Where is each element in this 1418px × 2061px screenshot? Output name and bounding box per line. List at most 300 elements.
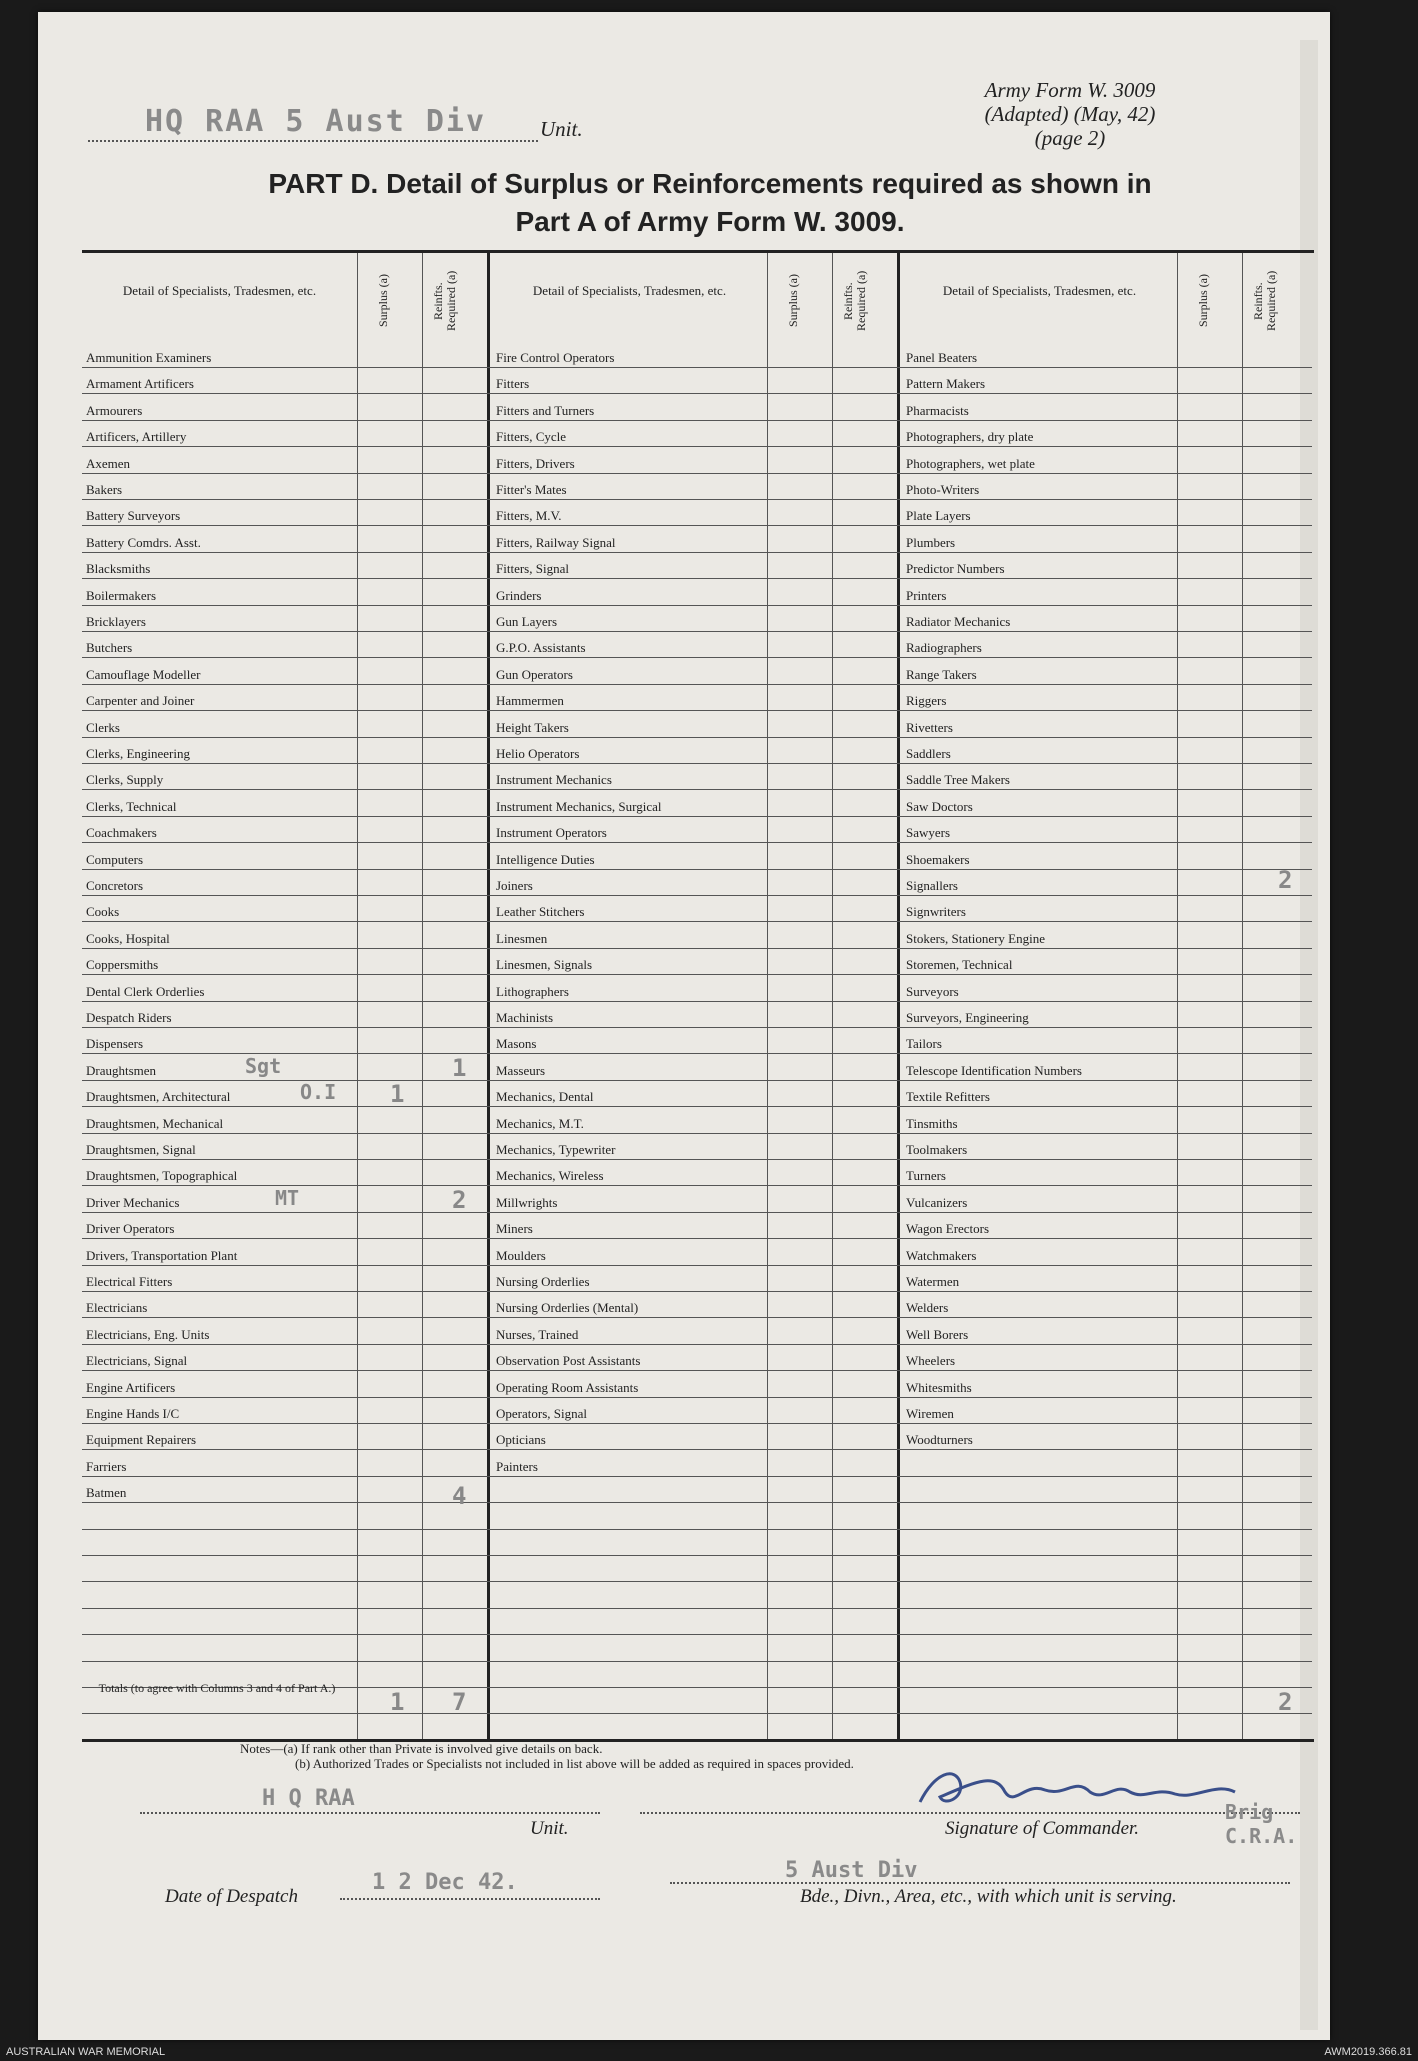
row-label: Fitters, Drivers <box>496 455 575 471</box>
row-label: Saw Doctors <box>906 798 973 814</box>
table-row <box>82 975 357 1002</box>
row-label: Grinders <box>496 587 542 603</box>
table-row <box>492 684 767 711</box>
total-surplus: 1 <box>390 1688 405 1716</box>
table-row <box>82 526 357 553</box>
table-row <box>492 658 767 685</box>
table-row <box>902 895 1177 922</box>
table-row <box>492 1212 767 1239</box>
formation-label: Bde., Divn., Area, etc., with which unit is serving. <box>800 1886 1177 1907</box>
table-row <box>902 1503 1177 1530</box>
table-row <box>82 1159 357 1186</box>
table-row <box>82 631 357 658</box>
table-row <box>82 605 357 632</box>
table-row <box>82 895 357 922</box>
row-label: Radiator Mechanics <box>906 614 1011 629</box>
table-row <box>902 394 1177 421</box>
signature-line <box>640 1812 1300 1814</box>
form-ref-line-3: (page 2) <box>1034 126 1106 150</box>
table-row <box>82 1291 357 1318</box>
row-label: Electricians, Eng. Units <box>86 1326 210 1342</box>
table-row <box>492 869 767 896</box>
driver-mechanics-note: MT <box>275 1186 300 1210</box>
table-row <box>492 1529 767 1556</box>
driver-mechanics-reinf: 2 <box>452 1186 467 1214</box>
table-row <box>902 1027 1177 1054</box>
col2-reinf-header: Reinfts. Required (a) <box>841 270 868 332</box>
table-row <box>82 499 357 526</box>
formation-line <box>670 1882 1290 1884</box>
table-row <box>902 1212 1177 1239</box>
table-row <box>902 684 1177 711</box>
table-row <box>82 684 357 711</box>
table-row <box>492 1476 767 1503</box>
table-row <box>902 341 1177 368</box>
formation-value: 5 Aust Div <box>785 1858 918 1883</box>
specialists-table <box>82 250 1314 1742</box>
row-label: Predictor Numbers <box>906 561 1005 577</box>
row-label: Axemen <box>86 455 131 471</box>
form-ref-line-2: (Adapted) (May, 42) <box>984 102 1156 126</box>
row-label: Clerks, Technical <box>86 798 177 814</box>
table-row <box>902 1608 1177 1635</box>
table-row <box>492 394 767 421</box>
table-row <box>492 1291 767 1318</box>
table-row <box>82 1397 357 1424</box>
row-label: Millwrights <box>496 1194 558 1210</box>
table-row <box>492 1635 767 1662</box>
table-row <box>82 1001 357 1028</box>
table-row <box>82 341 357 368</box>
col-divider <box>487 253 490 1739</box>
table-row <box>902 1582 1177 1609</box>
table-row <box>492 1582 767 1609</box>
table-row <box>82 1133 357 1160</box>
row-label: Height Takers <box>496 719 569 735</box>
row-label: Mechanics, M.T. <box>496 1115 584 1131</box>
signallers-reinf: 2 <box>1278 866 1293 894</box>
row-label: Watermen <box>906 1274 960 1289</box>
table-row <box>82 1582 357 1609</box>
row-label: Observation Post Assistants <box>496 1353 641 1369</box>
draughtsmen-note: Sgt <box>245 1054 282 1078</box>
table-row <box>82 579 357 606</box>
row-label: Tailors <box>906 1036 942 1052</box>
table-row <box>492 1159 767 1186</box>
row-label: Boilermakers <box>86 587 157 603</box>
row-label: Instrument Operators <box>496 825 607 841</box>
table-row <box>902 1291 1177 1318</box>
row-label: Tinsmiths <box>906 1115 958 1131</box>
row-label: Wheelers <box>906 1353 956 1369</box>
row-label: Fitters <box>496 376 530 392</box>
row-label: Butchers <box>86 640 133 656</box>
table-row <box>82 1107 357 1134</box>
date-value: 1 2 Dec 42. <box>372 1870 518 1895</box>
table-row <box>492 1661 767 1688</box>
table-row <box>902 1687 1177 1714</box>
table-row <box>902 790 1177 817</box>
table-row <box>492 790 767 817</box>
table-row <box>82 1027 357 1054</box>
table-row <box>492 1318 767 1345</box>
signature-label: Signature of Commander. <box>945 1818 1140 1839</box>
table-row <box>902 869 1177 896</box>
table-row <box>492 1001 767 1028</box>
table-row <box>492 1503 767 1530</box>
row-label: Draughtsmen, Architectural <box>86 1089 231 1105</box>
batmen-reinf: 4 <box>452 1482 467 1510</box>
row-label: Hammermen <box>496 693 564 709</box>
row-label: Engine Hands I/C <box>86 1406 180 1421</box>
row-label: Lithographers <box>496 983 569 999</box>
table-row <box>82 1054 357 1081</box>
table-row <box>902 473 1177 500</box>
row-label: Bricklayers <box>86 614 146 629</box>
table-row <box>492 1450 767 1477</box>
row-label: Panel Beaters <box>906 350 978 365</box>
row-label: Watchmakers <box>906 1247 977 1263</box>
table-row <box>82 1186 357 1213</box>
unit-dotted-line <box>88 140 538 142</box>
table-row <box>902 737 1177 764</box>
table-row <box>902 816 1177 843</box>
row-label: Masseurs <box>496 1062 546 1078</box>
row-label: Range Takers <box>906 666 977 682</box>
row-label: Welders <box>906 1300 949 1316</box>
table-row <box>902 1001 1177 1028</box>
row-label: Moulders <box>496 1247 546 1263</box>
table-row <box>902 1159 1177 1186</box>
row-label: Blacksmiths <box>86 561 151 577</box>
form-ref-line-1: Army Form W. 3009 <box>984 78 1156 102</box>
table-row <box>492 1107 767 1134</box>
row-label: Stokers, Stationery Engine <box>906 930 1046 946</box>
table-row <box>492 447 767 474</box>
table-row <box>82 1265 357 1292</box>
row-label: Drivers, Transportation Plant <box>86 1247 238 1263</box>
table-row <box>492 922 767 949</box>
table-row <box>902 552 1177 579</box>
table-row <box>82 790 357 817</box>
table-row <box>902 1265 1177 1292</box>
row-label: Surveyors <box>906 983 959 999</box>
table-row <box>492 843 767 870</box>
table-row <box>82 420 357 447</box>
row-label: Signwriters <box>906 904 966 920</box>
table-row <box>82 1423 357 1450</box>
row-label: Fitters, Railway Signal <box>496 534 616 550</box>
col-divider <box>1242 253 1243 1739</box>
col-divider <box>832 253 833 1739</box>
table-row <box>82 658 357 685</box>
table-row <box>492 816 767 843</box>
table-row <box>492 1239 767 1266</box>
table-row <box>902 1529 1177 1556</box>
row-label: Draughtsmen, Signal <box>86 1142 196 1157</box>
row-label: Wiremen <box>906 1406 954 1421</box>
row-label: Equipment Repairers <box>86 1432 197 1448</box>
table-row <box>902 420 1177 447</box>
table-row <box>82 763 357 790</box>
row-label: Gun Layers <box>496 614 558 629</box>
row-label: Ammunition Examiners <box>86 350 212 365</box>
row-label: Opticians <box>496 1432 546 1448</box>
row-label: Shoemakers <box>906 851 970 867</box>
row-label: Batmen <box>86 1485 127 1501</box>
table-row <box>902 948 1177 975</box>
row-label: Textile Refitters <box>906 1089 990 1105</box>
col2-header: Detail of Specialists, Tradesmen, etc. <box>532 283 727 298</box>
row-label: Intelligence Duties <box>496 851 595 867</box>
footer-unit-value: H Q RAA <box>262 1786 355 1811</box>
table-row <box>902 658 1177 685</box>
row-label: Farriers <box>86 1458 127 1474</box>
table-row <box>82 1503 357 1530</box>
row-label: Mechanics, Wireless <box>496 1168 604 1184</box>
row-label: Nursing Orderlies (Mental) <box>496 1300 639 1316</box>
title-line-1: PART D. Detail of Surplus or Reinforcements required as shown in <box>268 168 1152 199</box>
row-label: Fitter's Mates <box>496 482 567 497</box>
table-row <box>82 394 357 421</box>
table-row <box>902 1397 1177 1424</box>
row-label: Dental Clerk Orderlies <box>86 983 205 999</box>
table-row <box>902 1476 1177 1503</box>
row-label: Well Borers <box>906 1326 969 1342</box>
table-row <box>492 975 767 1002</box>
table-row <box>902 631 1177 658</box>
col-divider <box>1177 253 1178 1739</box>
row-label: Draughtsmen, Topographical <box>86 1168 238 1184</box>
table-row <box>902 605 1177 632</box>
col-divider <box>897 253 900 1739</box>
row-label: Fitters and Turners <box>496 402 595 418</box>
date-label: Date of Despatch <box>165 1886 298 1907</box>
row-label: Linesmen, Signals <box>496 957 593 973</box>
row-label: Computers <box>86 851 144 867</box>
row-label: Engine Artificers <box>86 1379 176 1395</box>
table-row <box>82 737 357 764</box>
row-label: Masons <box>496 1036 537 1052</box>
draughtsmen-reinf: 1 <box>452 1054 467 1082</box>
table-row <box>902 1080 1177 1107</box>
row-label: Gun Operators <box>496 666 573 682</box>
table-row <box>492 1054 767 1081</box>
row-label: Carpenter and Joiner <box>86 693 195 709</box>
row-label: Fitters, Cycle <box>496 429 567 445</box>
table-row <box>902 1371 1177 1398</box>
table-row <box>902 1133 1177 1160</box>
table-row <box>492 579 767 606</box>
row-label: Cooks <box>86 904 120 920</box>
total-col3-reinf: 2 <box>1278 1688 1293 1716</box>
table-row <box>82 1529 357 1556</box>
table-row <box>902 579 1177 606</box>
note-a: Notes—(a) If rank other than Private is involved give details on back. <box>240 1741 603 1756</box>
table-row <box>82 1371 357 1398</box>
table-row <box>902 1107 1177 1134</box>
row-label: Plate Layers <box>906 508 971 524</box>
notes <box>240 1741 854 1771</box>
table-row <box>492 631 767 658</box>
table-row <box>492 552 767 579</box>
table-row <box>492 1423 767 1450</box>
row-label: Printers <box>906 587 947 603</box>
row-label: Pharmacists <box>906 402 969 418</box>
footer-unit-label: Unit. <box>530 1818 569 1839</box>
note-b: (b) Authorized Trades or Specialists not included in list above will be added as required in spaces provided. <box>295 1756 854 1771</box>
row-label: Painters <box>496 1458 538 1474</box>
row-label: Clerks, Supply <box>86 772 164 788</box>
table-row <box>492 763 767 790</box>
table-row <box>902 843 1177 870</box>
row-label: Cooks, Hospital <box>86 930 170 946</box>
row-label: Clerks, Engineering <box>86 746 190 761</box>
table-row <box>902 922 1177 949</box>
table-row <box>492 737 767 764</box>
row-label: Saddlers <box>906 746 951 761</box>
unit-label: Unit. <box>540 117 583 141</box>
table-row <box>82 1555 357 1582</box>
unit-value-typed: HQ RAA 5 Aust Div <box>145 104 487 139</box>
row-label: Mechanics, Dental <box>496 1089 594 1105</box>
table-row <box>492 1608 767 1635</box>
row-label: Wagon Erectors <box>906 1221 990 1237</box>
row-label: Rivetters <box>906 719 953 735</box>
table-row <box>902 1555 1177 1582</box>
table-row <box>82 1608 357 1635</box>
table-row <box>492 1265 767 1292</box>
table-row <box>902 1239 1177 1266</box>
row-label: Joiners <box>496 878 533 893</box>
table-row <box>902 1186 1177 1213</box>
col-divider <box>767 253 768 1739</box>
row-label: Miners <box>496 1221 533 1237</box>
table-row <box>492 1371 767 1398</box>
row-label: Concretors <box>86 878 144 893</box>
row-label: Pattern Makers <box>906 376 986 392</box>
table-row <box>82 869 357 896</box>
col2-surplus-header: Surplus (a) <box>786 274 800 328</box>
table-row <box>82 843 357 870</box>
row-label: Despatch Riders <box>86 1010 172 1025</box>
row-label: Nursing Orderlies <box>496 1274 590 1289</box>
table-row <box>492 473 767 500</box>
row-label: Coppersmiths <box>86 957 159 973</box>
row-label: Toolmakers <box>906 1142 968 1157</box>
row-label: Driver Mechanics <box>86 1194 180 1210</box>
totals-label: Totals (to agree with Columns 3 and 4 of Part A.) <box>98 1681 336 1695</box>
row-label: Signallers <box>906 878 958 893</box>
row-label: Coachmakers <box>86 825 157 841</box>
row-label: Electrical Fitters <box>86 1274 173 1289</box>
col3-surplus-header: Surplus (a) <box>1196 274 1210 328</box>
row-label: Instrument Mechanics <box>496 772 612 788</box>
table-row <box>492 526 767 553</box>
table-row <box>492 1133 767 1160</box>
table-row <box>902 1450 1177 1477</box>
table-row <box>902 1344 1177 1371</box>
table-row <box>82 1450 357 1477</box>
col1-surplus-header: Surplus (a) <box>376 274 390 328</box>
table-row <box>492 341 767 368</box>
row-label: Photographers, wet plate <box>906 455 1035 471</box>
row-label: Camouflage Modeller <box>86 666 201 682</box>
row-label: Plumbers <box>906 534 956 550</box>
row-label: Instrument Mechanics, Surgical <box>496 798 662 814</box>
table-row <box>902 1318 1177 1345</box>
row-label: Telescope Identification Numbers <box>906 1062 1082 1078</box>
row-label: Fitters, Signal <box>496 561 569 577</box>
table-row <box>492 1555 767 1582</box>
table-row <box>902 367 1177 394</box>
row-label: Fitters, M.V. <box>496 508 562 524</box>
architectural-surplus: 1 <box>390 1080 405 1108</box>
form-reference <box>960 78 1180 150</box>
row-label: Vulcanizers <box>906 1194 968 1210</box>
total-reinf: 7 <box>452 1688 467 1716</box>
row-label: Battery Surveyors <box>86 508 181 524</box>
table-row <box>492 1687 767 1714</box>
table-row <box>902 526 1177 553</box>
table-row <box>902 499 1177 526</box>
row-label: Draughtsmen <box>86 1062 157 1078</box>
table-row <box>492 499 767 526</box>
row-label: Machinists <box>496 1010 554 1025</box>
row-label: Turners <box>906 1168 946 1184</box>
credit-right: AWM2019.366.81 <box>1324 2046 1412 2058</box>
row-label: Armourers <box>86 402 143 418</box>
col3-header: Detail of Specialists, Tradesmen, etc. <box>942 283 1137 298</box>
table-row <box>902 975 1177 1002</box>
row-label: Saddle Tree Makers <box>906 772 1010 788</box>
table-row <box>492 711 767 738</box>
form-title <box>100 165 1320 241</box>
table-row <box>492 1080 767 1107</box>
table-row <box>82 1344 357 1371</box>
table-row <box>902 1423 1177 1450</box>
table-row <box>82 367 357 394</box>
row-label: Battery Comdrs. Asst. <box>86 534 201 550</box>
row-label: Bakers <box>86 482 123 497</box>
footer-unit-line <box>140 1812 600 1814</box>
table-row <box>492 420 767 447</box>
table-row <box>82 1212 357 1239</box>
table-row <box>82 447 357 474</box>
rank-value: Brig C.R.A. <box>1225 1800 1298 1848</box>
row-label: Helio Operators <box>496 746 580 761</box>
table-row <box>902 711 1177 738</box>
row-label: Surveyors, Engineering <box>906 1010 1029 1025</box>
table-row <box>492 1186 767 1213</box>
col-divider <box>422 253 423 1739</box>
table-row <box>492 1397 767 1424</box>
row-label: Electricians <box>86 1300 148 1316</box>
row-label: Woodturners <box>906 1432 973 1448</box>
row-label: Riggers <box>906 693 947 709</box>
table-row <box>902 447 1177 474</box>
table-row <box>902 763 1177 790</box>
row-label: Draughtsmen, Mechanical <box>86 1115 224 1131</box>
col1-reinf-header: Reinfts. Required (a) <box>431 270 458 332</box>
table-row <box>492 605 767 632</box>
date-line <box>340 1898 600 1900</box>
table-row <box>902 1661 1177 1688</box>
row-label: Electricians, Signal <box>86 1353 188 1369</box>
row-label: Whitesmiths <box>906 1379 972 1395</box>
row-label: Clerks <box>86 719 120 735</box>
table-row <box>82 1318 357 1345</box>
